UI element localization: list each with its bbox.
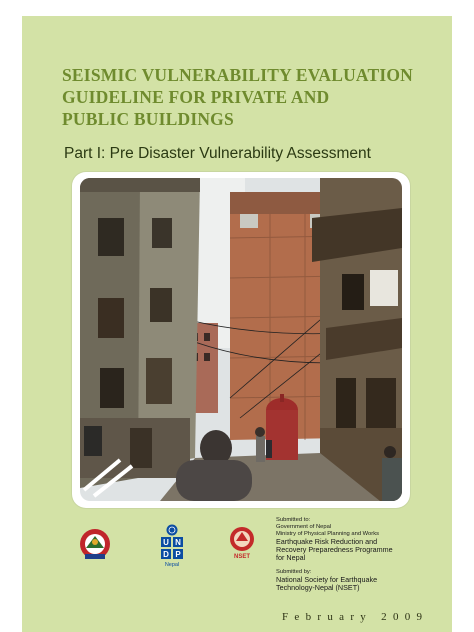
submitted-to-line-2: Ministry of Physical Planning and Works (276, 531, 379, 537)
undp-letter-u: U (163, 538, 169, 547)
street-photo (80, 178, 402, 501)
title-line-3: PUBLIC BUILDINGS (62, 109, 234, 129)
programme-line-3: for Nepal (276, 553, 306, 563)
undp-logo (160, 524, 184, 568)
cover-photo-frame (72, 172, 410, 508)
document-subtitle: Part I: Pre Disaster Vulnerability Assessment (64, 145, 371, 162)
submitted-by-label: Submitted by: (276, 568, 312, 575)
publication-date: February 2009 (282, 611, 429, 623)
undp-letter-d: D (163, 550, 169, 559)
programme-line-2: Recovery Preparedness Programme (276, 545, 393, 555)
submitted-to-line-1: Government of Nepal (276, 524, 332, 530)
title-line-2: GUIDELINE FOR PRIVATE AND (62, 87, 330, 107)
submitted-by-line-2: Technology-Nepal (NSET) (276, 582, 360, 592)
document-title (62, 64, 432, 130)
programme-line-1: Earthquake Risk Reduction and (276, 537, 378, 546)
title-line-1: SEISMIC VULNERABILITY EVALUATION (62, 65, 413, 85)
undp-caption: Nepal (164, 562, 180, 568)
nset-caption: NSET (233, 554, 251, 560)
submitted-by-line-1: National Society for Earthquake (276, 574, 378, 584)
nset-logo (228, 526, 256, 560)
undp-letter-p: P (175, 550, 181, 559)
submission-info (276, 517, 446, 592)
undp-letter-n: N (175, 538, 181, 547)
submitted-to-label: Submitted to: (276, 517, 311, 523)
nepal-government-emblem-icon (78, 526, 112, 562)
